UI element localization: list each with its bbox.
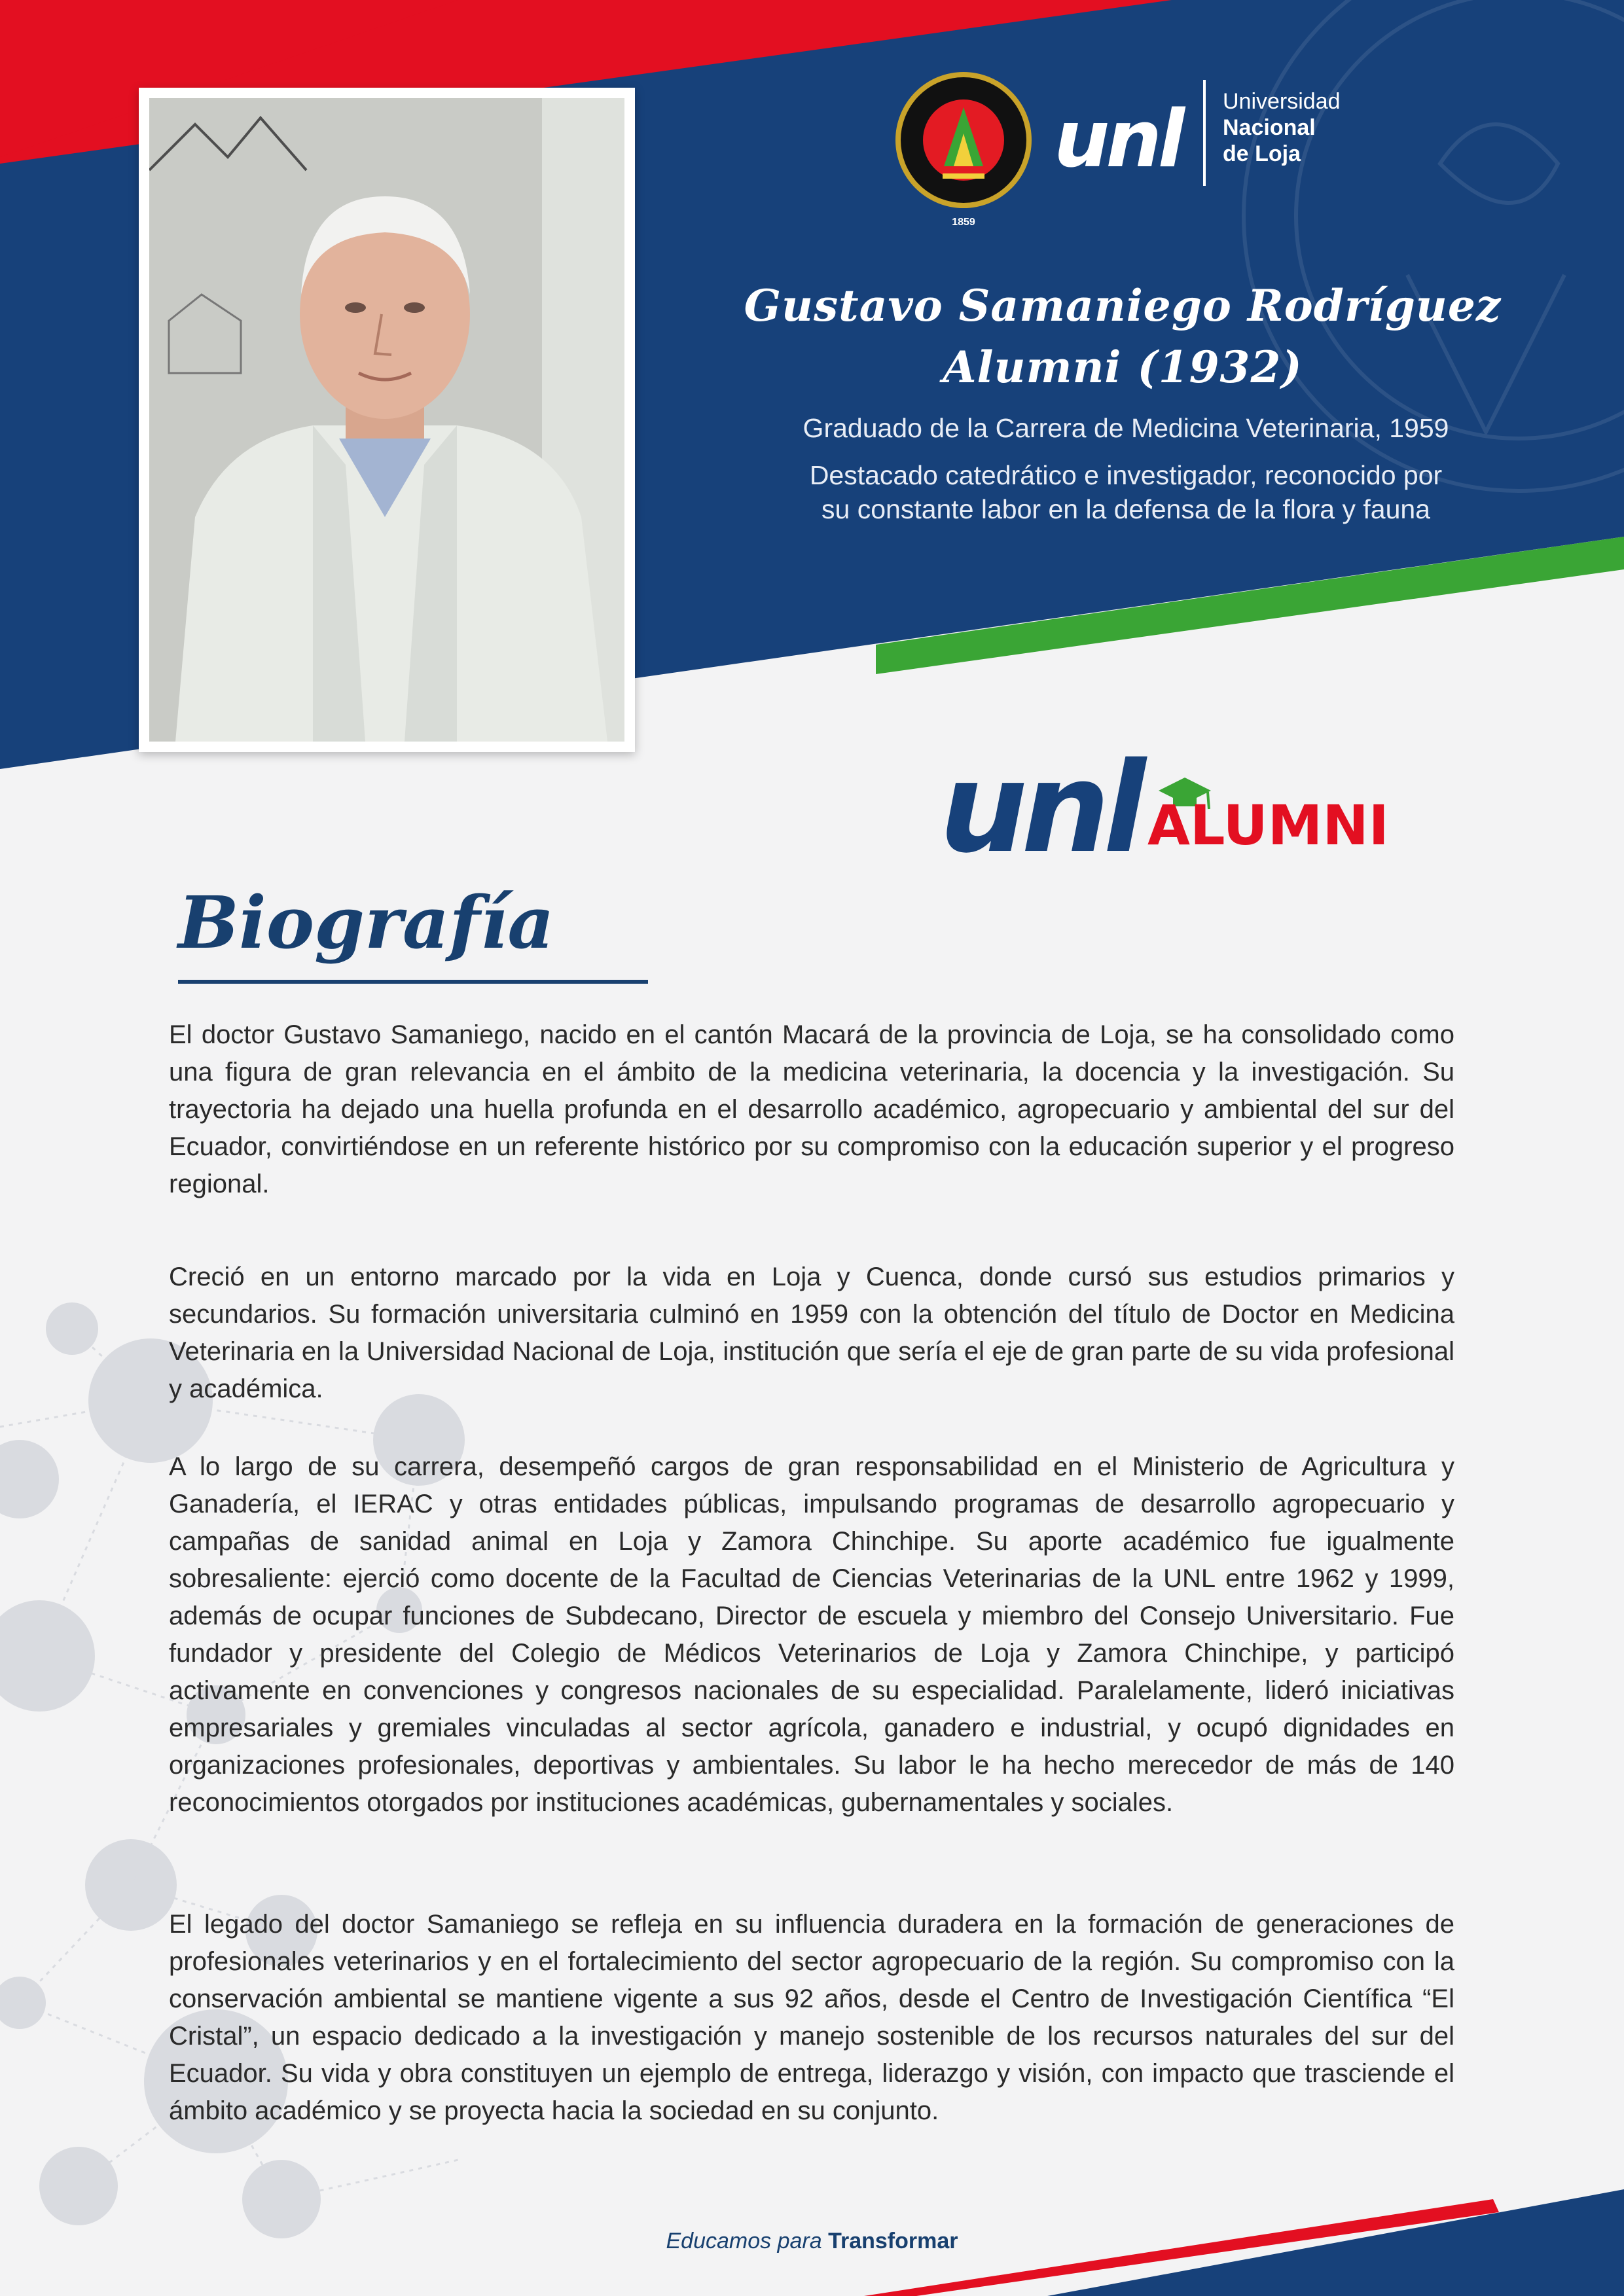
unl-brand-mark: unl	[1054, 94, 1181, 185]
university-logo	[892, 68, 1363, 238]
biography-title: Biografía	[178, 880, 554, 965]
university-seal-icon	[898, 75, 1029, 206]
university-name-line2: Nacional	[1223, 115, 1316, 140]
unl-alumni-logo	[939, 726, 1450, 884]
alumni-logo-brand: unl	[939, 736, 1140, 880]
profile-alumni-label: Alumni (1932)	[943, 342, 1303, 393]
portrait-illustration	[149, 98, 624, 742]
profile-description-line1: Destacado catedrático e investigador, reconocido por	[809, 460, 1443, 490]
seal-year: 1859	[952, 217, 975, 228]
biography-paragraph-1: El doctor Gustavo Samaniego, nacido en el cantón Macará de la provincia de Loja, se ha consolidado como una figura de gran relevancia en el ámbito de la medicina veterinaria, la docencia y la investigación. Su trayectoria ha dejado una huella profunda en el desarrollo académico, agropecuario y ambiental del sur del Ecuador, convirtiéndose en un referente histórico por su compromiso con la educación superior y el progreso regional.	[169, 1020, 1454, 1198]
footer-slogan-bold: Transformar	[828, 2229, 958, 2253]
profile-name-block	[687, 275, 1558, 398]
portrait-frame	[139, 88, 635, 752]
university-name-line1: Universidad	[1223, 89, 1341, 114]
footer-slogan-prefix: Educamos para	[666, 2229, 829, 2253]
footer-slogan	[0, 2229, 1624, 2254]
portrait-photo	[149, 98, 624, 742]
profile-degree: Graduado de la Carrera de Medicina Veterinaria, 1959	[803, 413, 1449, 443]
university-name-line3: de Loja	[1223, 141, 1301, 166]
profile-name: Gustavo Samaniego Rodríguez	[744, 280, 1502, 331]
profile-description-line2: su constante labor en la defensa de la flora y fauna	[821, 494, 1430, 524]
biography-paragraph-2: Creció en un entorno marcado por la vida en Loja y Cuenca, donde cursó sus estudios primarios y secundarios. Su formación universitaria culminó en 1959 con la obtención del título de Doctor en Medicina Veterinaria en la Universidad Nacional de Loja, institución que sería el eje de gran parte de su vida profesional y académica.	[169, 1263, 1454, 1403]
biography-paragraph-3: A lo largo de su carrera, desempeñó cargos de gran responsabilidad en el Ministerio de Agricultura y Ganadería, el IERAC y otras entidades públicas, impulsando programas de desarrollo agropecuario y campañas de sanidad animal en Loja y Zamora Chinchipe. Su aporte académico fue igualmente sobresaliente: ejerció como docente de la Facultad de Ciencias Veterinarias de la UNL entre 1962 y 1999, además de ocupar funciones de Subdecano, Director de escuela y miembro del Consejo Universitario. Fue fundador y presidente del Colegio de Médicos Veterinarios de Loja y Zamora Chinchipe, y participó activamente en convenciones y congresos nacionales de su especialidad. Paralelamente, lideró iniciativas empresariales y gremiales vinculadas al sector agrícola, ganadero e industrial, y ocupó dignidades en organizaciones profesionales, deportivas y ambientales. Su labor le ha hecho merecedor de más de 140 reconocimientos otorgados por instituciones académicas, gubernamentales y sociales.	[169, 1452, 1454, 1817]
unl-alumni-logo-graphic	[939, 726, 1450, 884]
university-logo-group	[892, 68, 1363, 238]
biography-paragraph-4: El legado del doctor Samaniego se refleja en su influencia duradera en la formación de generaciones de profesionales veterinarios y en el fortalecimiento del sector agropecuario de la región. Su compromiso con la conservación ambiental se mantiene vigente a sus 92 años, desde el Centro de Investigación Científica “El Cristal”, un espacio dedicado a la investigación y manejo sostenible de los recursos naturales del sur del Ecuador. Su vida y obra constituyen un ejemplo de entrega, liderazgo y visión, con impacto que trasciende el ámbito académico y se proyecta hacia la sociedad en su conjunto.	[169, 1910, 1454, 2125]
biography-title-underline	[178, 980, 648, 984]
alumni-logo-word: ALUMNI	[1147, 793, 1389, 857]
